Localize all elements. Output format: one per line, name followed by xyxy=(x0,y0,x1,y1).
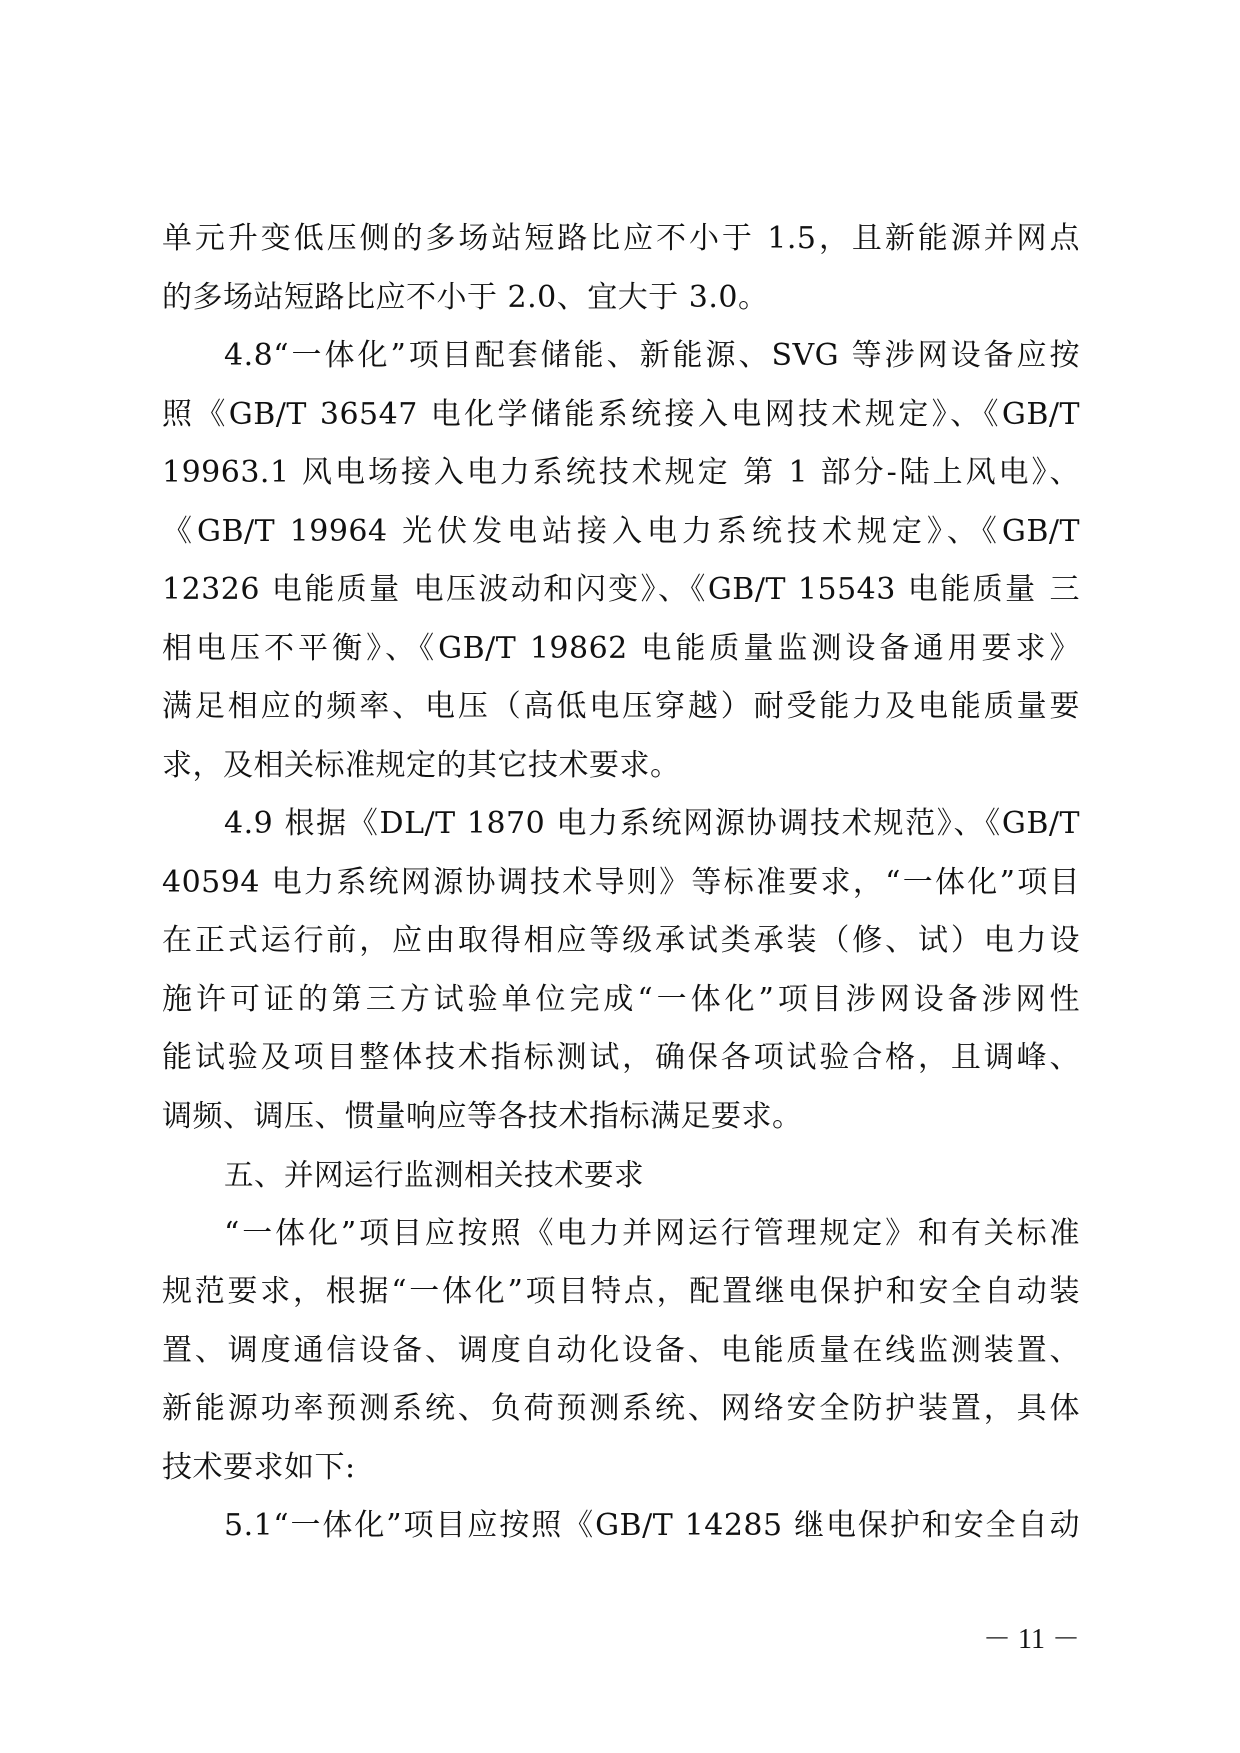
text-line: 19963.1 风电场接入电力系统技术规定 第 1 部分-陆上风电》、 xyxy=(162,455,1080,490)
paragraph-section-5-intro xyxy=(162,1205,1080,1498)
text-line: 《GB/T 19964 光伏发电站接入电力系统技术规定》、《GB/T xyxy=(162,513,1080,549)
text-line: “一体化”项目应按照《电力并网运行管理规定》和有关标准 xyxy=(224,1215,1080,1251)
text-line: 4.9 根据《DL/T 1870 电力系统网源协调技术规范》、《GB/T xyxy=(224,806,1080,841)
text-line: 新能源功率预测系统、负荷预测系统、网络安全防护装置，具体 xyxy=(162,1391,1080,1426)
text-line: 40594 电力系统网源协调技术导则》等标准要求，“一体化”项目 xyxy=(162,864,1080,900)
text-line: 满足相应的频率、电压（高低电压穿越）耐受能力及电能质量要 xyxy=(162,689,1080,724)
paragraph-short-circuit-ratio xyxy=(162,210,1080,327)
section-heading-5 xyxy=(162,1146,1080,1205)
text-line: 求，及相关标准规定的其它技术要求。 xyxy=(162,747,681,783)
text-line: 调频、调压、惯量响应等各技术指标满足要求。 xyxy=(162,1098,803,1134)
paragraph-4-9 xyxy=(162,795,1080,1146)
text-line: 4.8“一体化”项目配套储能、新能源、SVG 等涉网设备应按 xyxy=(224,338,1080,373)
text-line: 规范要求，根据“一体化”项目特点，配置继电保护和安全自动装 xyxy=(162,1274,1080,1309)
paragraph-4-8 xyxy=(162,327,1080,795)
page-number: － 11 － xyxy=(983,1624,1080,1655)
text-line: 能试验及项目整体技术指标测试，确保各项试验合格，且调峰、 xyxy=(162,1040,1080,1075)
document-body xyxy=(162,210,1080,1556)
text-line: 照《GB/T 36547 电化学储能系统接入电网技术规定》、《GB/T xyxy=(162,396,1080,432)
text-line: 置、调度通信设备、调度自动化设备、电能质量在线监测装置、 xyxy=(162,1332,1080,1368)
text-line: 相电压不平衡》、《GB/T 19862 电能质量监测设备通用要求》 xyxy=(162,630,1080,666)
text-line: 12326 电能质量 电压波动和闪变》、《GB/T 15543 电能质量 三 xyxy=(162,572,1080,607)
section-title: 五、并网运行监测相关技术要求 xyxy=(224,1158,645,1192)
text-line: 在正式运行前，应由取得相应等级承试类承装（修、试）电力设 xyxy=(162,923,1080,958)
text-line: 5.1“一体化”项目应按照《GB/T 14285 继电保护和安全自动 xyxy=(224,1508,1080,1543)
text-line: 施许可证的第三方试验单位完成“一体化”项目涉网设备涉网性 xyxy=(162,981,1080,1017)
text-line: 单元升变低压侧的多场站短路比应不小于 1.5，且新能源并网点 xyxy=(162,221,1080,256)
text-line: 技术要求如下: xyxy=(162,1449,356,1485)
text-line: 的多场站短路比应不小于 2.0、宜大于 3.0。 xyxy=(162,279,769,315)
paragraph-5-1 xyxy=(162,1497,1080,1556)
